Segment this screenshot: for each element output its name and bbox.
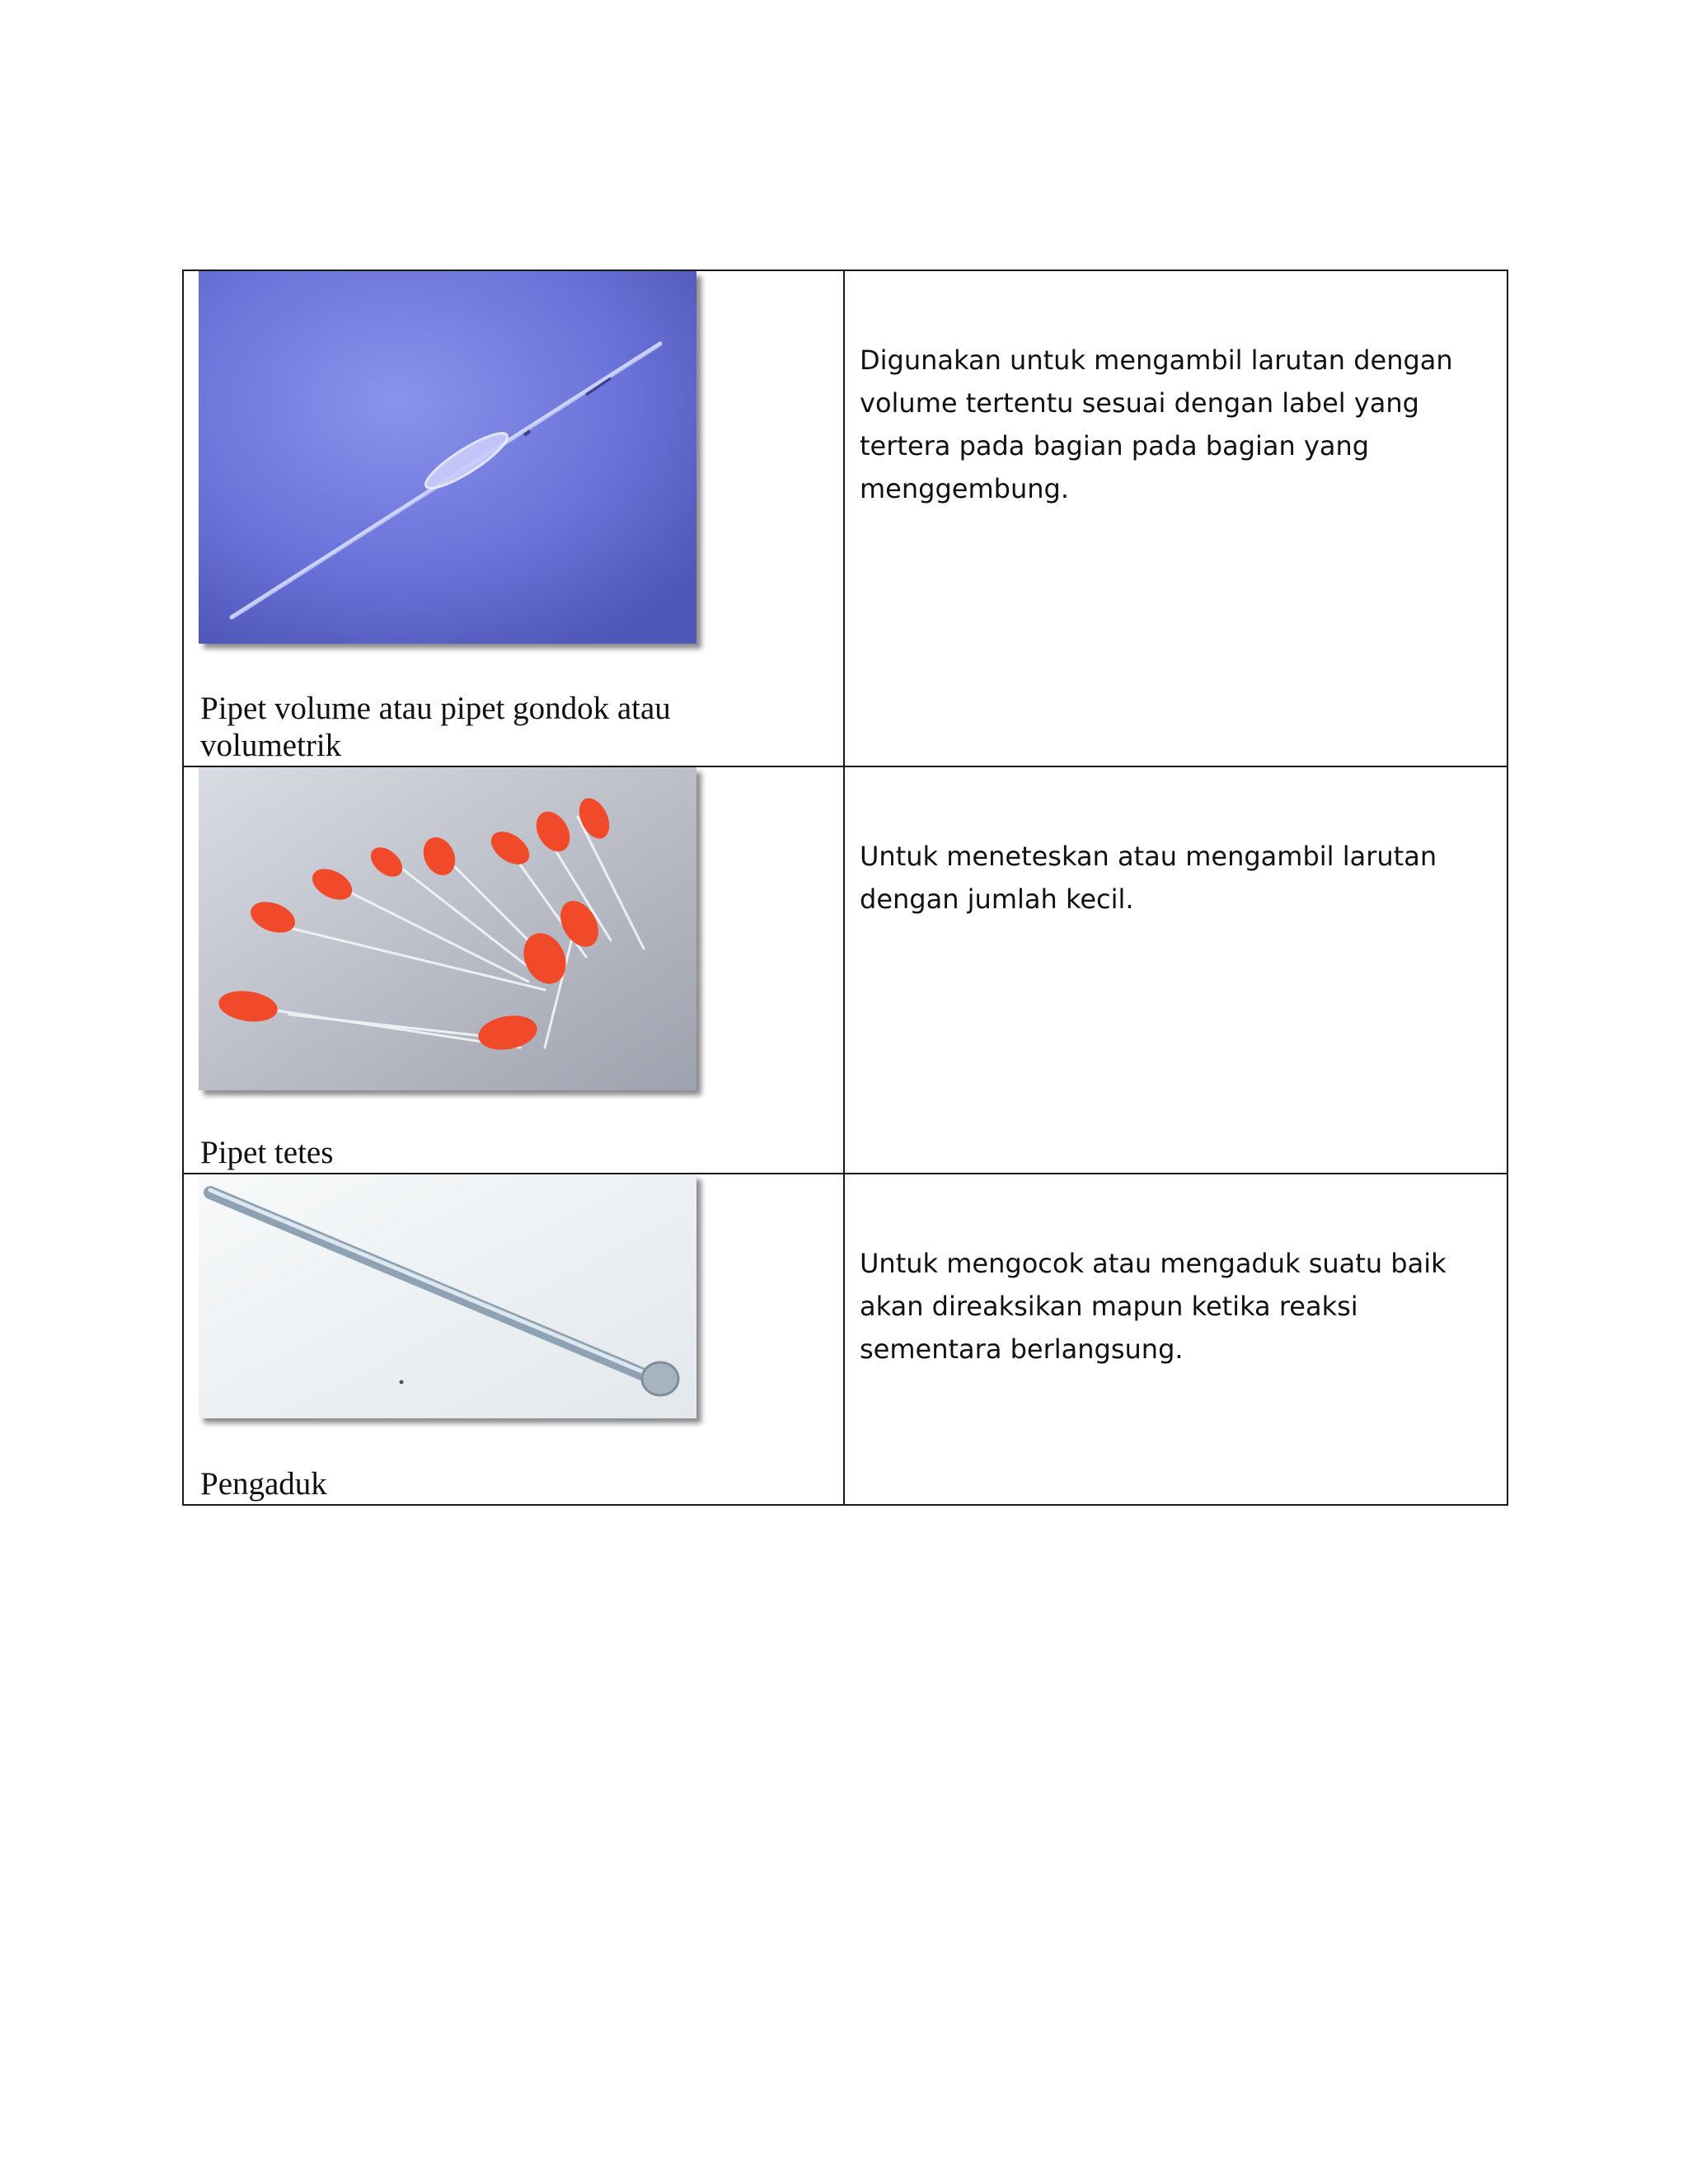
equipment-image-cell — [183, 270, 844, 766]
table-row — [183, 766, 1507, 1174]
equipment-name: Pipet tetes — [200, 1135, 334, 1170]
volumetric-pipette-photo — [199, 271, 696, 644]
stirring-rod-photo — [199, 1174, 696, 1418]
equipment-name: Pengaduk — [200, 1466, 327, 1502]
equipment-description-cell — [844, 1174, 1507, 1505]
dropper-pipette-photo — [199, 767, 696, 1090]
equipment-image-cell — [183, 1174, 844, 1505]
equipment-description: Digunakan untuk mengambil larutan dengan volume tertentu sesuai dengan label yang tertera pada bagian pada bagian yang menggembung. — [860, 344, 1453, 504]
equipment-image-cell — [183, 766, 844, 1174]
table-row — [183, 270, 1507, 766]
equipment-description-cell — [844, 766, 1507, 1174]
equipment-description-cell — [844, 270, 1507, 766]
table-row — [183, 1174, 1507, 1505]
equipment-name: Pipet volume atau pipet gondok atau volumetrik — [200, 691, 671, 763]
equipment-description: Untuk meneteskan atau mengambil larutan dengan jumlah kecil. — [860, 841, 1437, 915]
equipment-table — [182, 269, 1508, 1506]
equipment-description: Untuk mengocok atau mengaduk suatu baik akan direaksikan mapun ketika reaksi sementara berlangsung. — [860, 1248, 1447, 1365]
